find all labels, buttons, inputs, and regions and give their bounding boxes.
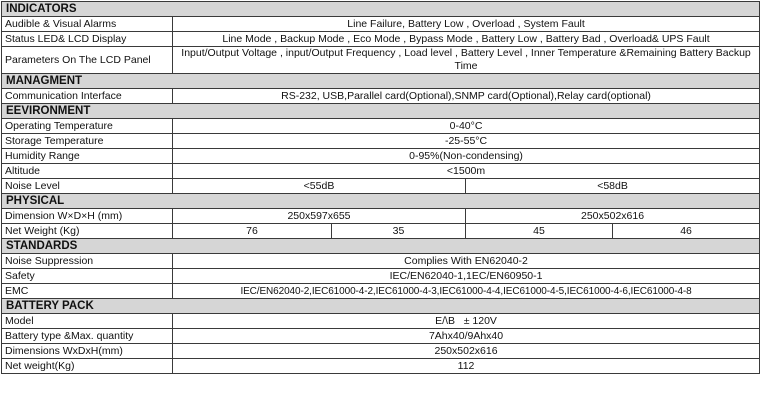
row-label: Parameters On The LCD Panel	[2, 47, 173, 74]
table-row	[2, 224, 760, 239]
section-title: INDICATORS	[2, 2, 760, 17]
row-label: Communication Interface	[2, 89, 173, 104]
row-value: 112	[173, 359, 760, 374]
row-value: IEC/EN62040-1,1EC/EN60950-1	[173, 269, 760, 284]
row-value: 250x597x655	[173, 209, 466, 224]
section-environment	[2, 104, 760, 119]
table-row	[2, 89, 760, 104]
section-indicators	[2, 2, 760, 17]
row-value: Line Failure, Battery Low , Overload , System Fault	[173, 17, 760, 32]
section-title: BATTERY PACK	[2, 299, 760, 314]
row-value: 45	[466, 224, 613, 239]
row-label: EMC	[2, 284, 173, 299]
table-row	[2, 179, 760, 194]
table-row	[2, 269, 760, 284]
row-value: 250x502x616	[466, 209, 760, 224]
table-row	[2, 329, 760, 344]
row-label: Noise Suppression	[2, 254, 173, 269]
table-row	[2, 209, 760, 224]
section-standards	[2, 239, 760, 254]
row-label: Operating Temperature	[2, 119, 173, 134]
row-label: Altitude	[2, 164, 173, 179]
spec-table	[1, 1, 760, 374]
row-value: IEC/EN62040-2,IEC61000-4-2,IEC61000-4-3,IEC61000-4-4,IEC61000-4-5,IEC61000-4-6,IEC61000-4-8	[173, 284, 760, 299]
row-label: Model	[2, 314, 173, 329]
table-row	[2, 149, 760, 164]
row-value: <55dB	[173, 179, 466, 194]
row-value: -25-55°C	[173, 134, 760, 149]
table-row	[2, 314, 760, 329]
row-label: Storage Temperature	[2, 134, 173, 149]
row-value: 0-95%(Non-condensing)	[173, 149, 760, 164]
row-value: 250x502x616	[173, 344, 760, 359]
row-value: 7Ahx40/9Ahx40	[173, 329, 760, 344]
table-row	[2, 284, 760, 299]
row-label: Audible & Visual Alarms	[2, 17, 173, 32]
row-value: <58dB	[466, 179, 760, 194]
row-value: E/\B ± 120V	[173, 314, 760, 329]
table-row	[2, 119, 760, 134]
section-title: EEVIRONMENT	[2, 104, 760, 119]
row-value: 35	[332, 224, 466, 239]
table-row	[2, 359, 760, 374]
row-label: Net Weight (Kg)	[2, 224, 173, 239]
row-label: Noise Level	[2, 179, 173, 194]
section-physical	[2, 194, 760, 209]
row-value: Complies With EN62040-2	[173, 254, 760, 269]
row-value: Line Mode , Backup Mode , Eco Mode , Bypass Mode , Battery Low , Battery Bad , Overload& UPS Fault	[173, 32, 760, 47]
table-row	[2, 254, 760, 269]
table-row	[2, 47, 760, 74]
row-value: 46	[613, 224, 760, 239]
table-row	[2, 17, 760, 32]
section-battery-pack	[2, 299, 760, 314]
row-label: Safety	[2, 269, 173, 284]
section-title: PHYSICAL	[2, 194, 760, 209]
row-label: Battery type &Max. quantity	[2, 329, 173, 344]
row-value: <1500m	[173, 164, 760, 179]
row-value: 76	[173, 224, 332, 239]
table-row	[2, 32, 760, 47]
section-title: MANAGMENT	[2, 74, 760, 89]
row-value: Input/Output Voltage , input/Output Frequency , Load level , Battery Level , Inner Temperature &Remaining Battery Backup Time	[173, 47, 760, 74]
row-value: RS-232, USB,Parallel card(Optional),SNMP card(Optional),Relay card(optional)	[173, 89, 760, 104]
table-row	[2, 344, 760, 359]
table-row	[2, 164, 760, 179]
row-value: 0-40°C	[173, 119, 760, 134]
row-label: Status LED& LCD Display	[2, 32, 173, 47]
row-label: Humidity Range	[2, 149, 173, 164]
row-label: Dimension W×D×H (mm)	[2, 209, 173, 224]
row-label: Dimensions WxDxH(mm)	[2, 344, 173, 359]
section-management	[2, 74, 760, 89]
section-title: STANDARDS	[2, 239, 760, 254]
row-label: Net weight(Kg)	[2, 359, 173, 374]
table-row	[2, 134, 760, 149]
